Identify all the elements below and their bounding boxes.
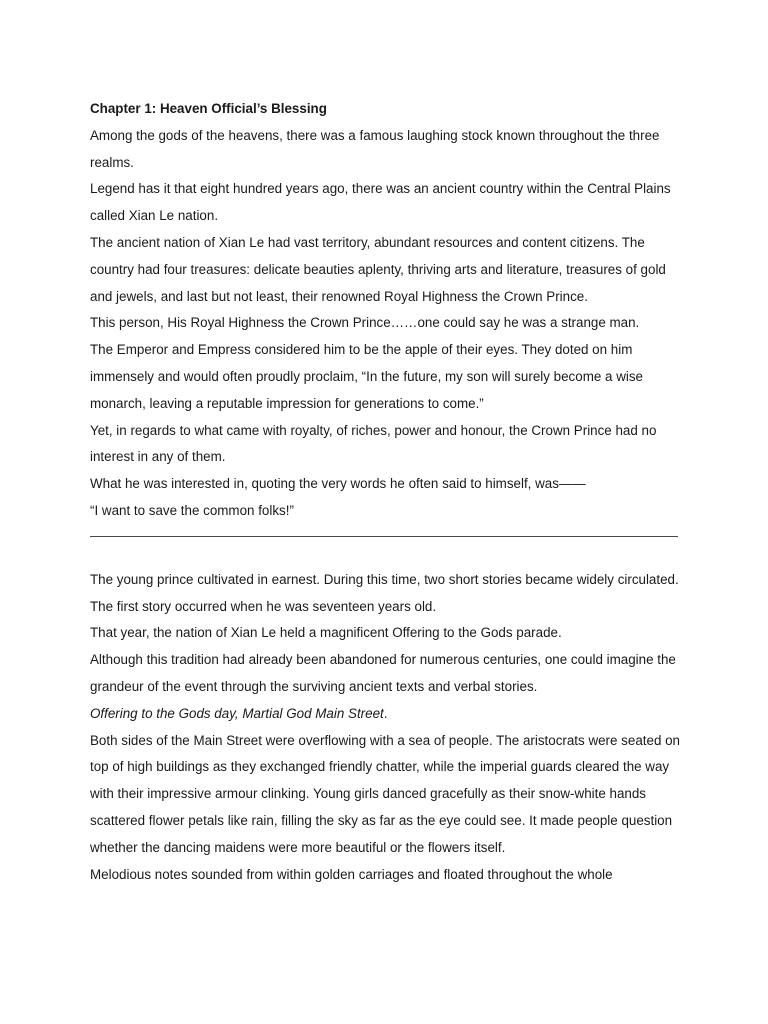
scene-heading-text: Offering to the Gods day, Martial God Main Street <box>90 705 384 721</box>
paragraph: Legend has it that eight hundred years ago, there was an ancient country within the Central Plains called Xian Le nation. <box>90 181 671 224</box>
paragraph: The young prince cultivated in earnest. During this time, two short stories became widely circulated. <box>90 571 679 587</box>
paragraph: The first story occurred when he was seventeen years old. <box>90 598 437 614</box>
paragraph: The ancient nation of Xian Le had vast territory, abundant resources and content citizens. The country had four treasures: delicate beauties aplenty, thriving arts and literature, treasures of gold and jewels, and last but not least, their renowned Royal Highness the Crown Prince. <box>90 234 666 304</box>
paragraph: The Emperor and Empress considered him to be the apple of their eyes. They doted on him immensely and would often proudly proclaim, “In the future, my son will surely become a wise monarch, leaving a reputable impression for generations to come.” <box>90 342 643 411</box>
scene-heading-period: . <box>383 705 388 721</box>
paragraph: What he was interested in, quoting the very words he often said to himself, was—— <box>90 476 586 492</box>
paragraph: That year, the nation of Xian Le held a magnificent Offering to the Gods parade. <box>90 625 562 641</box>
section-one <box>90 123 680 525</box>
paragraph: This person, His Royal Highness the Crown Prince……one could say he was a strange man. <box>90 315 640 331</box>
scene-heading <box>90 701 680 728</box>
paragraph: Melodious notes sounded from within golden carriages and floated throughout the whole <box>90 866 613 882</box>
section-divider <box>90 536 678 537</box>
chapter-title: Chapter 1: Heaven Official’s Blessing <box>90 101 327 116</box>
paragraph: Yet, in regards to what came with royalty, of riches, power and honour, the Crown Prince had no interest in any of them. <box>90 422 657 465</box>
quote-paragraph: “I want to save the common folks!” <box>90 502 294 518</box>
paragraph: Among the gods of the heavens, there was a famous laughing stock known throughout the three realms. <box>90 127 660 170</box>
paragraph: Although this tradition had already been abandoned for numerous centuries, one could imagine the grandeur of the event through the surviving ancient texts and verbal stories. <box>90 652 676 694</box>
document-page <box>90 96 680 888</box>
section-two <box>90 567 680 889</box>
paragraph: Both sides of the Main Street were overflowing with a sea of people. The aristocrats were seated on top of high buildings as they exchanged friendly chatter, while the imperial guards cleared the way with their impressive armour clinking. Young girls danced gracefully as their snow-white hands scattered flower petals like rain, filling the sky as far as the eye could see. It made people question whether the dancing maidens were more beautiful or the flowers itself. <box>90 732 681 855</box>
